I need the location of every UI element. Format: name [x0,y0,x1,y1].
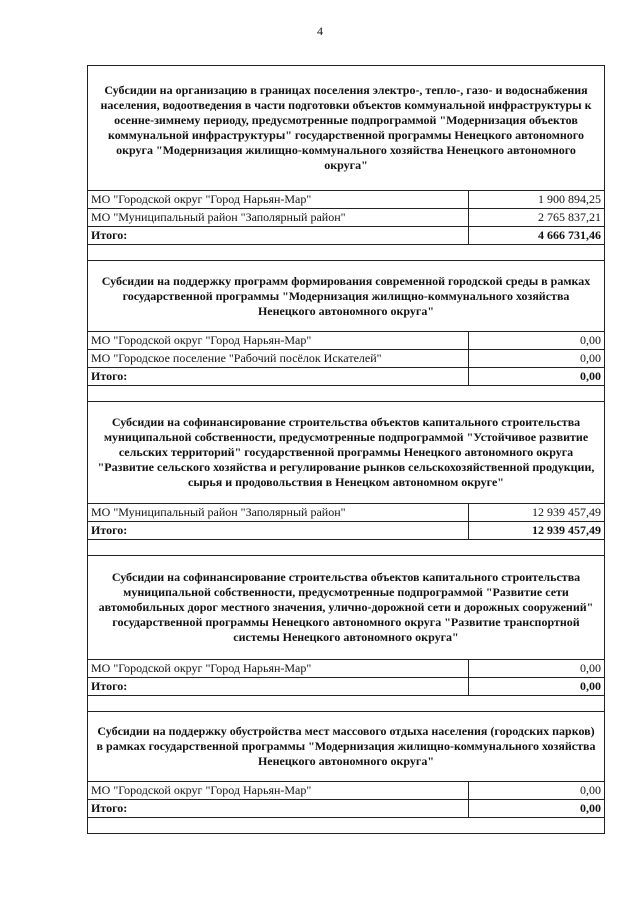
row-amount: 0,00 [580,661,601,675]
section-divider [88,818,604,834]
total-row [88,800,604,818]
row-name: МО "Муниципальный район "Заполярный район" [88,209,469,226]
table-row [88,350,604,368]
section-title: Субсидии на софинансирование строительства объектов капитального строительства муниципальной собственности, предусмотренные подпрограммой "Развитие сети автомобильных дорог местного значения, улично-дорожной сети и дорожных сооружений" государственной программы Ненецкого автономного округа "Развитие транспортной системы Ненецкого автономного округа" [88,556,604,660]
total-row [88,368,604,386]
row-amount: 12 939 457,49 [532,505,601,519]
row-name: МО "Городское поселение "Рабочий посёлок Искателей" [88,350,469,367]
table-row [88,332,604,350]
row-name: МО "Городской округ "Город Нарьян-Мар" [88,660,469,677]
total-row [88,227,604,245]
row-name: МО "Городской округ "Город Нарьян-Мар" [88,191,469,208]
row-amount: 0,00 [580,783,601,797]
total-row [88,522,604,540]
total-label: Итого: [88,368,469,385]
row-amount: 2 765 837,21 [538,210,601,224]
table-row [88,504,604,522]
total-label: Итого: [88,800,469,817]
table-row [88,782,604,800]
table-row [88,660,604,678]
total-amount: 0,00 [580,801,601,815]
section-title: Субсидии на поддержку программ формирования современной городской среды в рамках государственной программы "Модернизация жилищно-коммунального хозяйства Ненецкого автономного округа" [88,261,604,332]
page-number: 4 [317,24,323,38]
total-amount: 4 666 731,46 [538,228,601,242]
total-amount: 0,00 [580,369,601,383]
row-amount: 0,00 [580,351,601,365]
section-divider [88,540,604,556]
total-row [88,678,604,696]
section-divider [88,245,604,261]
total-label: Итого: [88,227,469,244]
row-name: МО "Городской округ "Город Нарьян-Мар" [88,782,469,799]
row-name: МО "Городской округ "Город Нарьян-Мар" [88,332,469,349]
total-amount: 0,00 [580,679,601,693]
section-title: Субсидии на организацию в границах поселения электро-, тепло-, газо- и водоснабжения населения, водоотведения в части подготовки объектов коммунальной инфраструктуры к осенне-зимнему периоду, предусмотренные подпрограммой "Модернизация объектов коммунальной инфраструктуры" государственной программы Ненецкого автономного округа "Модернизация жилищно-коммунального хозяйства Ненецкого автономного округа" [88,66,604,191]
section-divider [88,696,604,712]
table-row [88,191,604,209]
section-title: Субсидии на софинансирование строительства объектов капитального строительства муниципальной собственности, предусмотренные подпрограммой "Устойчивое развитие сельских территорий" государственной программы Ненецкого автономного округа "Развитие сельского хозяйства и регулирование рынков сельскохозяйственной продукции, сырья и продовольствия в Ненецком автономном округе" [88,402,604,504]
section-title: Субсидии на поддержку обустройства мест массового отдыха населения (городских парков) в рамках государственной программы "Модернизация жилищно-коммунального хозяйства Ненецкого автономного округа" [88,712,604,782]
row-amount: 0,00 [580,333,601,347]
section-divider [88,386,604,402]
total-label: Итого: [88,522,469,539]
row-amount: 1 900 894,25 [538,192,601,206]
total-amount: 12 939 457,49 [532,523,601,537]
total-label: Итого: [88,678,469,695]
table-row [88,209,604,227]
subsidies-table [87,65,605,834]
row-name: МО "Муниципальный район "Заполярный район" [88,504,469,521]
